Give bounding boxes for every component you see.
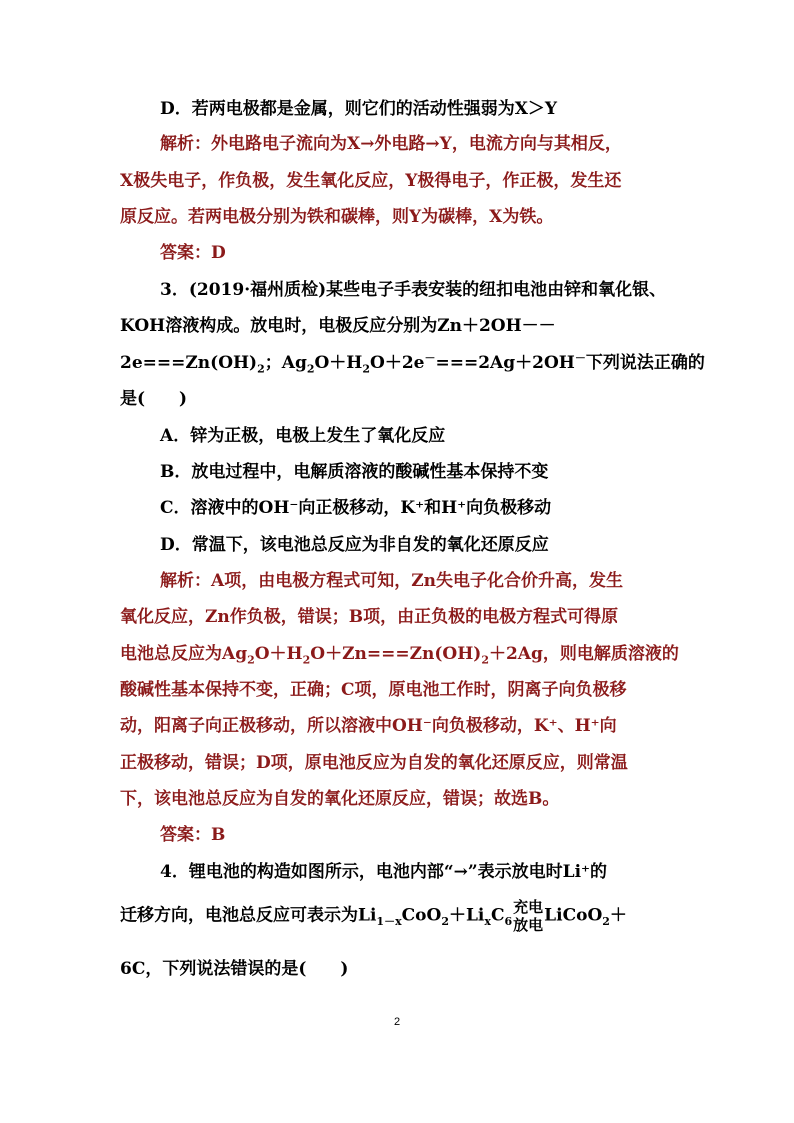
q4-l2-b: 1－x bbox=[376, 914, 402, 928]
q3-stem-line-2: KOH溶液构成。放电时，电极反应分别为Zn＋2OH－－ bbox=[120, 316, 556, 336]
q2-analysis-line-2: X极失电子，作负极，发生氧化反应，Y极得电子，作正极，发生还 bbox=[120, 171, 622, 191]
q3-answer-label: 答案： bbox=[160, 825, 211, 845]
q3-l3-i: ===2Ag＋2OH bbox=[435, 353, 575, 373]
q4-stem-text-1: 锂电池的构造如图所示，电池内部“→”表示放电时Li⁺的 bbox=[188, 862, 608, 882]
arrow-bottom-label: 放电 bbox=[513, 916, 544, 934]
q3-l3-g: O＋2e bbox=[370, 353, 425, 373]
q3-analysis-text-1: A项，由电极方程式可知，Zn失电子化合价升高，发生 bbox=[211, 571, 623, 591]
page-number: 2 bbox=[393, 1016, 401, 1028]
q2-answer-label: 答案： bbox=[160, 243, 211, 263]
q3-analysis-line-2: 氧化反应，Zn作负极，错误；B项，由正负极的电极方程式可得原 bbox=[120, 607, 619, 627]
q4-l2-h: 6 bbox=[504, 914, 513, 928]
q2-analysis-line-3: 原反应。若两电极分别为铁和碳棒，则Y为碳棒，X为铁。 bbox=[120, 207, 554, 227]
q3-stem-line-1 bbox=[160, 279, 666, 301]
q3-l3-d: 2 bbox=[306, 362, 315, 376]
q3-l3-c: ；Ag bbox=[264, 353, 307, 373]
q4-stem-line-2 bbox=[120, 898, 627, 934]
q3-option-b: B．放电过程中，电解质溶液的酸碱性基本保持不变 bbox=[160, 462, 549, 482]
q3-l3-j: － bbox=[574, 351, 586, 365]
q2-analysis-line-1 bbox=[160, 133, 622, 155]
q3-option-a: A．锌为正极，电极上发生了氧化反应 bbox=[160, 426, 446, 446]
q3-an3-f: 2 bbox=[481, 653, 489, 667]
q3-analysis-line-3 bbox=[120, 643, 679, 665]
q3-an3-g: ＋2Ag，则电解质溶液的 bbox=[488, 644, 679, 664]
q3-answer-value: B bbox=[211, 825, 226, 845]
q4-l2-k: ＋ bbox=[609, 905, 627, 926]
q4-number: 4． bbox=[160, 862, 189, 882]
q3-an3-d: 2 bbox=[302, 653, 311, 667]
q3-an3-a: 电池总反应为Ag bbox=[120, 644, 248, 664]
q3-l3-a: 2e===Zn(OH) bbox=[120, 353, 258, 373]
q4-l2-f: x bbox=[484, 914, 491, 928]
q3-l3-h: － bbox=[424, 351, 436, 365]
q3-an3-e: O＋Zn===Zn(OH) bbox=[310, 644, 482, 664]
q4-l2-i: LiCoO bbox=[544, 905, 603, 926]
q4-l2-g: C bbox=[490, 905, 505, 926]
q3-an3-b: 2 bbox=[247, 653, 255, 667]
q4-l2-a: 迁移方向，电池总反应可表示为Li bbox=[120, 905, 377, 926]
q4-l2-j: 2 bbox=[602, 914, 610, 928]
q3-stem-text-1: 某些电子手表安装的纽扣电池由锌和氧化银、 bbox=[326, 280, 667, 300]
q4-stem-line-1 bbox=[160, 861, 607, 883]
q3-source: (2019·福州质检) bbox=[188, 280, 327, 300]
q3-option-d: D．常温下，该电池总反应为非自发的氧化还原反应 bbox=[160, 535, 549, 555]
q3-analysis-line-7: 下，该电池总反应为自发的氧化还原反应，错误；故选B。 bbox=[120, 789, 560, 809]
q3-analysis-line-5: 动，阳离子向正极移动，所以溶液中OH⁻向负极移动，K⁺、H⁺向 bbox=[120, 716, 617, 736]
q3-answer bbox=[160, 824, 225, 846]
q3-option-c: C．溶液中的OH⁻向正极移动，K⁺和H⁺向负极移动 bbox=[160, 498, 552, 518]
q3-l3-f: 2 bbox=[362, 362, 371, 376]
q2-answer-value: D bbox=[211, 243, 226, 263]
q2-analysis-text-1: 外电路电子流向为X→外电路→Y，电流方向与其相反， bbox=[211, 134, 622, 154]
q3-analysis-line-4: 酸碱性基本保持不变，正确；C项，原电池工作时，阴离子向负极移 bbox=[120, 680, 627, 700]
q4-l2-c: CoO bbox=[401, 905, 442, 926]
q4-stem-line-3: 6C，下列说法错误的是( ) bbox=[120, 959, 349, 979]
q2-analysis-label: 解析： bbox=[160, 134, 211, 154]
q3-number: 3． bbox=[160, 280, 189, 300]
q3-analysis-label: 解析： bbox=[160, 571, 211, 591]
q3-l3-e: O＋H bbox=[314, 353, 363, 373]
q2-answer bbox=[160, 242, 226, 264]
q3-l3-b: 2 bbox=[257, 362, 265, 376]
q3-l3-k: 下列说法正确的 bbox=[585, 353, 705, 373]
q2-option-d: D．若两电极都是金属，则它们的活动性强弱为X＞Y bbox=[160, 99, 558, 119]
q3-analysis-line-6: 正极移动，错误；D项，原电池反应为自发的氧化还原反应，则常温 bbox=[120, 753, 628, 773]
q3-an3-c: O＋H bbox=[254, 644, 303, 664]
reversible-reaction-arrow bbox=[513, 898, 543, 934]
q3-stem-line-4: 是( ) bbox=[120, 389, 188, 409]
q4-l2-e: ＋Li bbox=[448, 905, 485, 926]
q3-analysis-line-1 bbox=[160, 570, 623, 592]
q4-l2-d: 2 bbox=[441, 914, 449, 928]
q3-stem-line-3 bbox=[120, 352, 705, 374]
arrow-top-label: 充电 bbox=[513, 898, 544, 916]
